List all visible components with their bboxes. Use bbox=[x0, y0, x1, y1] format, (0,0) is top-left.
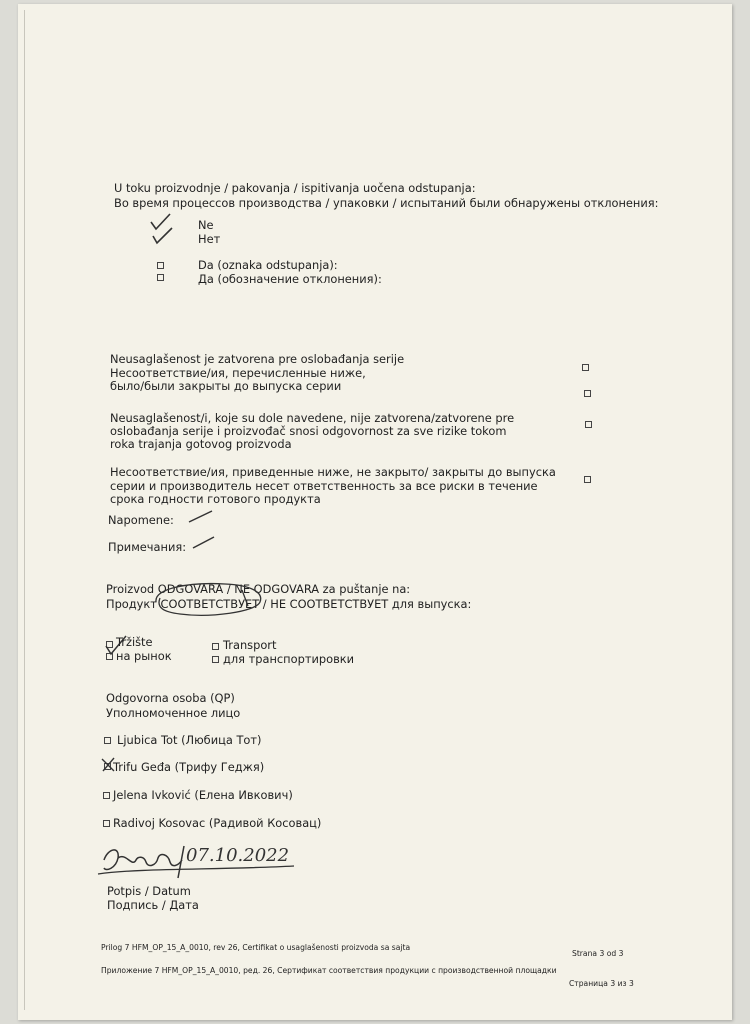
checkbox-nonconformity-opt1-sr[interactable] bbox=[582, 364, 589, 371]
qp-title-ru: Уполномоченное лицо bbox=[106, 706, 241, 720]
footer-page-ru: Страница 3 из 3 bbox=[569, 979, 634, 988]
footer-sr: Prilog 7 HFM_OP_15_A_0010, rev 26, Certifikat o usaglašenosti proizvoda sa sajta bbox=[101, 943, 411, 952]
checkmark-no-icon bbox=[148, 212, 178, 246]
notes-label-sr: Napomene: bbox=[108, 513, 174, 527]
page-edge-line bbox=[24, 10, 25, 1010]
qp-person-4: Radivoj Kosovac (Радивой Косовац) bbox=[113, 816, 322, 830]
option-yes-ru: Да (обозначение отклонения): bbox=[198, 272, 382, 286]
checkbox-nonconformity-opt1-ru[interactable] bbox=[584, 390, 591, 397]
option-no-sr: Ne bbox=[198, 218, 214, 232]
deviations-question-ru: Во время процессов производства / упаковки / испытаний были обнаружены отклонения: bbox=[114, 196, 659, 210]
notes-label-ru: Примечания: bbox=[108, 540, 187, 554]
nonconformity-opt3-line2: серии и производитель несет ответственность за все риски в течение bbox=[110, 479, 538, 493]
nonconformity-opt1-line2: Несоответствие/ия, перечисленные ниже, bbox=[110, 366, 366, 380]
release-statement-ru: Продукт СООТВЕТСТВУЕТ / НЕ СООТВЕТСТВУЕТ для выпуска: bbox=[106, 597, 472, 611]
checkbox-qp-3[interactable] bbox=[103, 792, 110, 799]
notes-strike-sr-icon bbox=[186, 508, 216, 524]
qp-person-1: Ljubica Tot (Любица Тот) bbox=[117, 733, 262, 747]
nonconformity-opt3-line3: срока годности готового продукта bbox=[110, 492, 321, 506]
checkbox-nonconformity-opt3[interactable] bbox=[584, 476, 591, 483]
checkbox-qp-4[interactable] bbox=[103, 820, 110, 827]
qp-person-3: Jelena Ivković (Елена Ивкович) bbox=[113, 788, 293, 802]
deviations-question-sr: U toku proizvodnje / pakovanja / ispitivanja uočena odstupanja: bbox=[114, 181, 476, 195]
checkbox-transport-sr[interactable] bbox=[212, 643, 219, 650]
signature-label-ru: Подпись / Дата bbox=[107, 898, 199, 912]
nonconformity-opt2-line3: roka trajanja gotovog proizvoda bbox=[110, 437, 292, 451]
signature-date: 07.10.2022 bbox=[186, 845, 290, 866]
conforms-circle-icon bbox=[150, 578, 270, 620]
checkbox-yes-sr[interactable] bbox=[157, 262, 164, 269]
footer-ru: Приложение 7 HFM_OP_15_A_0010, ред. 26, Сертификат соответствия продукции с производственной площадки bbox=[101, 966, 557, 975]
market-label-ru: на рынок bbox=[116, 649, 172, 663]
option-yes-sr: Da (oznaka odstupanja): bbox=[198, 258, 338, 272]
checkbox-nonconformity-opt2[interactable] bbox=[585, 421, 592, 428]
nonconformity-opt2-line2: oslobađanja serije i proizvođač snosi odgovornost za sve rizike tokom bbox=[110, 424, 507, 438]
nonconformity-opt1-line1: Neusaglašenost je zatvorena pre oslobađanja serije bbox=[110, 352, 405, 366]
option-no-ru: Нет bbox=[198, 232, 221, 246]
release-statement-sr: Proizvod ODGOVARA / NE ODGOVARA za puštanje na: bbox=[106, 582, 411, 596]
release-conforms-sr: ODGOVARA bbox=[157, 582, 224, 596]
qp-title-sr: Odgovorna osoba (QP) bbox=[106, 691, 235, 705]
release-conforms-ru: СООТВЕТСТВУЕТ bbox=[160, 597, 260, 611]
signature-label-sr: Potpis / Datum bbox=[107, 884, 191, 898]
transport-label-sr: Transport bbox=[223, 638, 277, 652]
nonconformity-opt1-line3: было/были закрыты до выпуска серии bbox=[110, 379, 342, 393]
nonconformity-opt3-line1: Несоответствие/ия, приведенные ниже, не закрыто/ закрыты до выпуска bbox=[110, 465, 556, 479]
footer-page-sr: Strana 3 od 3 bbox=[572, 949, 624, 958]
checkbox-qp-1[interactable] bbox=[104, 737, 111, 744]
notes-strike-ru-icon bbox=[190, 534, 218, 550]
checkbox-yes-ru[interactable] bbox=[157, 274, 164, 281]
nonconformity-opt2-line1: Neusaglašenost/i, koje su dole navedene, nije zatvorena/zatvorene pre bbox=[110, 411, 515, 425]
market-label-sr: Tržište bbox=[116, 635, 153, 649]
transport-label-ru: для транспортировки bbox=[223, 652, 355, 666]
qp-person-2: Trifu Geđa (Трифу Геджя) bbox=[113, 760, 265, 774]
checkbox-transport-ru[interactable] bbox=[212, 656, 219, 663]
